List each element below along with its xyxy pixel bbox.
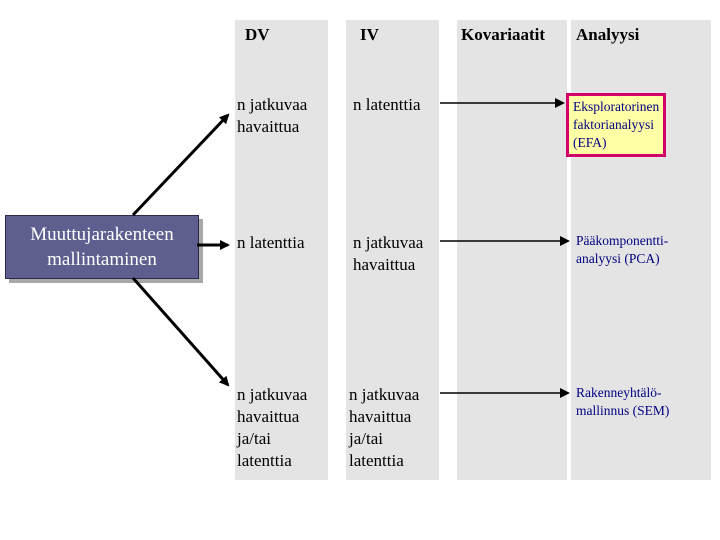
source-box-line2: mallintaminen	[47, 249, 157, 270]
header-analysis: Analyysi	[576, 25, 640, 44]
source-box-line1: Muuttujarakenteen	[30, 224, 174, 245]
arrow-to-row1	[133, 115, 228, 215]
row3-iv: n jatkuvaa havaittua ja/tai latenttia	[349, 385, 420, 470]
row3-dv: n jatkuvaa havaittua ja/tai latenttia	[237, 385, 308, 470]
row2-dv: n latenttia	[237, 233, 305, 252]
header-iv: IV	[360, 25, 379, 44]
row1-analysis-efa: Eksploratorinen faktorianalyysi (EFA)	[566, 93, 666, 157]
row1-dv: n jatkuvaa havaittua	[237, 95, 308, 136]
row2-iv: n jatkuvaa havaittua	[353, 233, 424, 274]
row1-iv: n latenttia	[353, 95, 421, 114]
row2-analysis-pca: Pääkomponentti- analyysi (PCA)	[576, 233, 669, 266]
header-covariates: Kovariaatit	[461, 25, 546, 44]
row3-analysis-sem: Rakenneyhtälö- mallinnus (SEM)	[576, 385, 670, 418]
header-dv: DV	[245, 25, 270, 44]
arrow-to-row3	[133, 278, 228, 385]
